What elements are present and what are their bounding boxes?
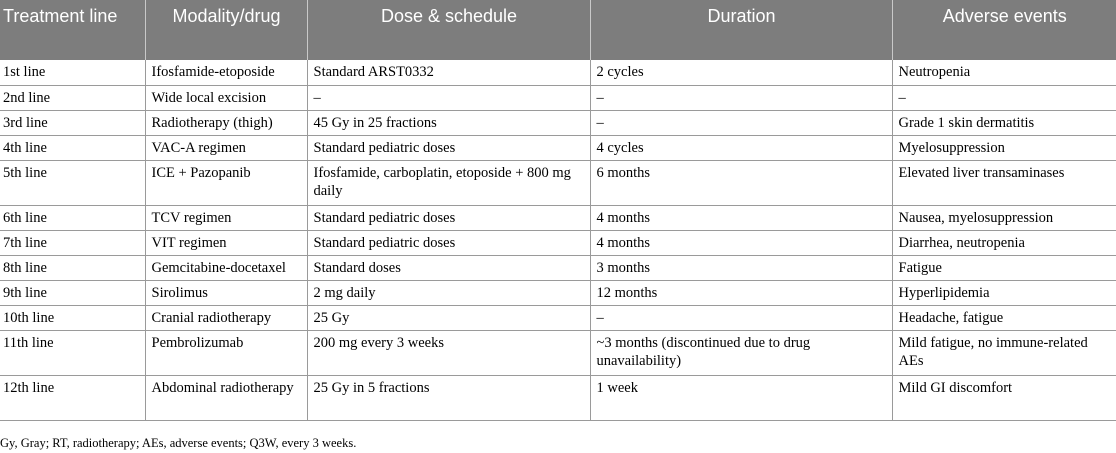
cell-dose-schedule: 200 mg every 3 weeks [307, 330, 590, 375]
cell-dose-schedule: 2 mg daily [307, 280, 590, 305]
cell-modality-drug: VIT regimen [145, 230, 307, 255]
cell-dose-schedule: Standard pediatric doses [307, 135, 590, 160]
table-row [0, 110, 1116, 135]
cell-adverse-events: Fatigue [892, 255, 1116, 280]
cell-adverse-events: – [892, 85, 1116, 110]
table-row [0, 160, 1116, 205]
table-row [0, 205, 1116, 230]
cell-treatment-line: 3rd line [0, 110, 145, 135]
cell-treatment-line: 10th line [0, 305, 145, 330]
cell-modality-drug: Abdominal radiotherapy [145, 375, 307, 420]
cell-dose-schedule: Ifosfamide, carboplatin, etoposide + 800 mg daily [307, 160, 590, 205]
cell-adverse-events: Nausea, myelosuppression [892, 205, 1116, 230]
cell-duration: – [590, 85, 892, 110]
cell-adverse-events: Diarrhea, neutropenia [892, 230, 1116, 255]
table-header-row [0, 0, 1116, 60]
cell-treatment-line: 12th line [0, 375, 145, 420]
cell-dose-schedule: – [307, 85, 590, 110]
cell-adverse-events: Mild fatigue, no immune-related AEs [892, 330, 1116, 375]
cell-modality-drug: VAC-A regimen [145, 135, 307, 160]
cell-dose-schedule: Standard pediatric doses [307, 205, 590, 230]
header-modality-drug: Modality/drug [145, 0, 307, 60]
table-row [0, 280, 1116, 305]
cell-treatment-line: 6th line [0, 205, 145, 230]
cell-duration: – [590, 110, 892, 135]
table-row [0, 330, 1116, 375]
table-row [0, 375, 1116, 420]
cell-treatment-line: 5th line [0, 160, 145, 205]
cell-modality-drug: Wide local excision [145, 85, 307, 110]
cell-modality-drug: Radiotherapy (thigh) [145, 110, 307, 135]
cell-dose-schedule: Standard pediatric doses [307, 230, 590, 255]
table-row [0, 85, 1116, 110]
cell-modality-drug: Sirolimus [145, 280, 307, 305]
cell-treatment-line: 2nd line [0, 85, 145, 110]
cell-duration: 4 months [590, 230, 892, 255]
cell-duration: 2 cycles [590, 60, 892, 85]
cell-treatment-line: 11th line [0, 330, 145, 375]
cell-modality-drug: Cranial radiotherapy [145, 305, 307, 330]
table-row [0, 230, 1116, 255]
cell-modality-drug: TCV regimen [145, 205, 307, 230]
cell-dose-schedule: 45 Gy in 25 fractions [307, 110, 590, 135]
cell-duration: ~3 months (discontinued due to drug unavailability) [590, 330, 892, 375]
header-adverse-events: Adverse events [892, 0, 1116, 60]
cell-adverse-events: Mild GI discomfort [892, 375, 1116, 420]
header-dose-schedule: Dose & schedule [307, 0, 590, 60]
cell-adverse-events: Elevated liver transaminases [892, 160, 1116, 205]
cell-treatment-line: 9th line [0, 280, 145, 305]
cell-adverse-events: Grade 1 skin dermatitis [892, 110, 1116, 135]
table-row [0, 135, 1116, 160]
cell-adverse-events: Myelosuppression [892, 135, 1116, 160]
cell-modality-drug: Pembrolizumab [145, 330, 307, 375]
cell-modality-drug: Gemcitabine-docetaxel [145, 255, 307, 280]
cell-dose-schedule: Standard doses [307, 255, 590, 280]
cell-duration: 12 months [590, 280, 892, 305]
header-duration: Duration [590, 0, 892, 60]
cell-adverse-events: Hyperlipidemia [892, 280, 1116, 305]
table-row [0, 60, 1116, 85]
table-row [0, 255, 1116, 280]
cell-duration: 6 months [590, 160, 892, 205]
cell-dose-schedule: 25 Gy [307, 305, 590, 330]
cell-treatment-line: 4th line [0, 135, 145, 160]
cell-adverse-events: Neutropenia [892, 60, 1116, 85]
table-row [0, 305, 1116, 330]
cell-treatment-line: 1st line [0, 60, 145, 85]
cell-duration: 4 cycles [590, 135, 892, 160]
cell-duration: 4 months [590, 205, 892, 230]
cell-modality-drug: Ifosfamide-etoposide [145, 60, 307, 85]
cell-adverse-events: Headache, fatigue [892, 305, 1116, 330]
cell-duration: 1 week [590, 375, 892, 420]
table-footnote: Gy, Gray; RT, radiotherapy; AEs, adverse events; Q3W, every 3 weeks. [0, 436, 357, 450]
cell-modality-drug: ICE + Pazopanib [145, 160, 307, 205]
cell-dose-schedule: Standard ARST0332 [307, 60, 590, 85]
header-treatment-line: Treatment line [0, 0, 145, 60]
cell-treatment-line: 8th line [0, 255, 145, 280]
cell-duration: – [590, 305, 892, 330]
cell-treatment-line: 7th line [0, 230, 145, 255]
cell-dose-schedule: 25 Gy in 5 fractions [307, 375, 590, 420]
cell-duration: 3 months [590, 255, 892, 280]
